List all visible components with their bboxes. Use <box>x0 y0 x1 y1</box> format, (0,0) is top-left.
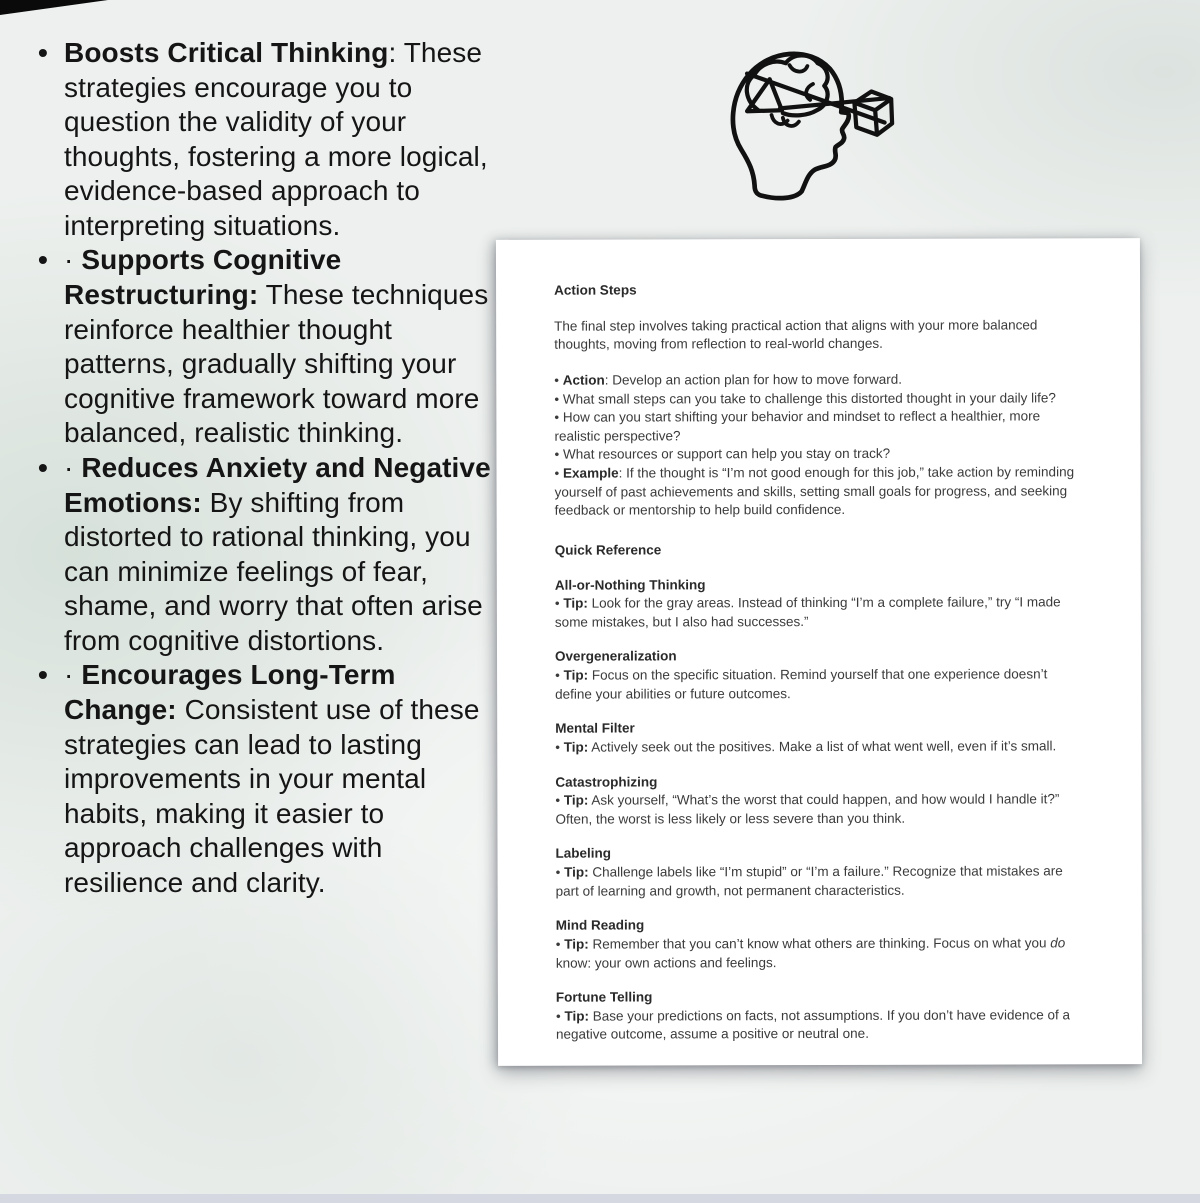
tip-text: Look for the gray areas. Instead of thinking “I’m a complete failure,” try “I made some mistakes, but I also had successes.” <box>554 594 1061 630</box>
bullet-icon: • <box>555 936 561 952</box>
tip-text: Ask yourself, “What’s the worst that could happen, and how would I handle it?” Often, the worst is less likely or less severe than you think. <box>555 791 1060 827</box>
item-pre: · <box>64 244 82 276</box>
tip-text: Focus on the specific situation. Remind yourself that one experience doesn’t define your abilities or future outcomes. <box>555 666 1048 702</box>
tip-label: Tip: <box>563 595 588 611</box>
tip-italic: do <box>1050 935 1066 951</box>
doc-bullet <box>554 370 1076 390</box>
list-item <box>38 451 494 658</box>
brain-cube-icon <box>700 24 926 206</box>
tip-label: Tip: <box>564 936 589 952</box>
doc-bullet <box>554 445 1076 465</box>
section-title-action-steps: Action Steps <box>554 282 637 298</box>
brain-projection-logo <box>700 24 926 206</box>
bullet-icon: • <box>38 451 48 483</box>
distortion-tip <box>555 593 1077 632</box>
section-title-quick-reference: Quick Reference <box>554 542 662 558</box>
item-lead: Supports Cognitive Restructuring: <box>64 244 342 311</box>
bullet-icon: • <box>554 595 560 611</box>
bullet-icon: • <box>555 739 561 755</box>
action-steps-intro: The final step involves taking practical action that aligns with your more balanced thoughts, moving from reflection to real-world changes. <box>554 317 1038 352</box>
bullet-icon: • <box>554 409 560 425</box>
distortion-tip <box>556 862 1078 901</box>
distortion-tip <box>555 665 1077 704</box>
bullet-icon: • <box>554 391 560 407</box>
bullet-icon: • <box>554 465 560 481</box>
action-steps-bullets <box>554 370 1076 520</box>
distortion-title: All-or-Nothing Thinking <box>554 576 706 593</box>
distortion-tip <box>556 1006 1078 1045</box>
doc-bullet <box>554 389 1076 409</box>
bullet-icon: • <box>554 447 560 463</box>
doc-bullet <box>554 407 1076 446</box>
bullet-text: : Develop an action plan for how to move forward. <box>604 371 902 388</box>
distortion-tip <box>555 790 1077 829</box>
tip-text: Remember that you can’t know what others are thinking. Focus on what you <box>588 935 1051 952</box>
doc-bullet <box>555 463 1077 520</box>
item-lead: Boosts Critical Thinking <box>64 37 389 68</box>
item-lead: Reduces Anxiety and Negative Emotions: <box>64 451 491 518</box>
distortion-title: Mind Reading <box>555 917 645 933</box>
bullet-icon: • <box>555 667 560 683</box>
torn-corner-artifact <box>0 0 108 15</box>
item-body: : These strategies encourage you to question the validity of your thoughts, fostering a more logical, evidence-based approach to interpreting situations. <box>64 37 488 241</box>
distortion-tip <box>556 934 1078 973</box>
worksheet-page <box>496 238 1142 1066</box>
item-body: By shifting from distorted to rational thinking, you can minimize feelings of fear, shame, and worry that often arise from cognitive distortions. <box>64 486 483 656</box>
bullet-text: What small steps can you take to challenge this distorted thought in your daily life? <box>562 389 1056 407</box>
list-item <box>38 243 494 450</box>
tip-label: Tip: <box>564 1008 589 1024</box>
item-lead: Encourages Long-Term Change: <box>64 659 396 725</box>
bullet-text: What resources or support can help you stay on track? <box>562 446 891 463</box>
tip-text-2: know: your own actions and feelings. <box>555 954 777 971</box>
bullet-icon: • <box>38 659 48 691</box>
benefits-list <box>38 36 494 900</box>
bullet-lead: Action <box>562 372 605 388</box>
distortion-title: Labeling <box>555 845 612 862</box>
tip-label: Tip: <box>563 667 589 683</box>
distortion-title: Fortune Telling <box>555 989 653 1005</box>
bullet-icon: • <box>554 372 560 388</box>
item-body: These techniques reinforce healthier thought patterns, gradually shifting your cognitive framework toward more balanced, realistic thinking. <box>64 279 489 449</box>
distortion-title: Catastrophizing <box>555 773 658 790</box>
item-body: Consistent use of these strategies can lead to lasting improvements in your mental habits, making it easier to approach challenges with resilience and clarity. <box>64 693 480 898</box>
list-item <box>38 658 494 900</box>
item-pre: · <box>64 451 82 483</box>
item-pre: · <box>64 659 82 691</box>
bullet-icon: • <box>38 244 48 276</box>
distortion-title: Overgeneralization <box>554 648 677 665</box>
distortion-title: Mental Filter <box>555 720 635 736</box>
tip-text: Challenge labels like “I’m stupid” or “I’m a failure.” Recognize that mistakes are part of learning and growth, not permanent characteristics. <box>555 863 1063 899</box>
bullet-icon: • <box>555 792 561 808</box>
bullet-lead: Example <box>563 465 619 481</box>
bullet-icon: • <box>38 37 48 68</box>
tip-label: Tip: <box>564 864 589 880</box>
bullet-text: : If the thought is “I’m not good enough for this job,” take action by reminding yourself of past achievements and skills, setting small goals for progress, and seeking feedback or mentorship to help build confidence. <box>554 464 1075 518</box>
tip-label: Tip: <box>563 792 589 808</box>
bottom-edge-strip <box>0 1194 1200 1203</box>
tip-text: Base your predictions on facts, not assumptions. If you don’t have evidence of a negative outcome, assume a positive or neutral one. <box>555 1007 1071 1043</box>
list-item <box>38 36 494 243</box>
bullet-icon: • <box>555 864 561 880</box>
distortion-tip <box>555 737 1077 757</box>
bullet-text: How can you start shifting your behavior and mindset to reflect a healthier, more realistic perspective? <box>554 408 1041 444</box>
bullet-icon: • <box>555 1008 561 1024</box>
tip-text: Actively seek out the positives. Make a list of what went well, even if it’s small. <box>588 738 1057 755</box>
tip-label: Tip: <box>563 739 589 755</box>
